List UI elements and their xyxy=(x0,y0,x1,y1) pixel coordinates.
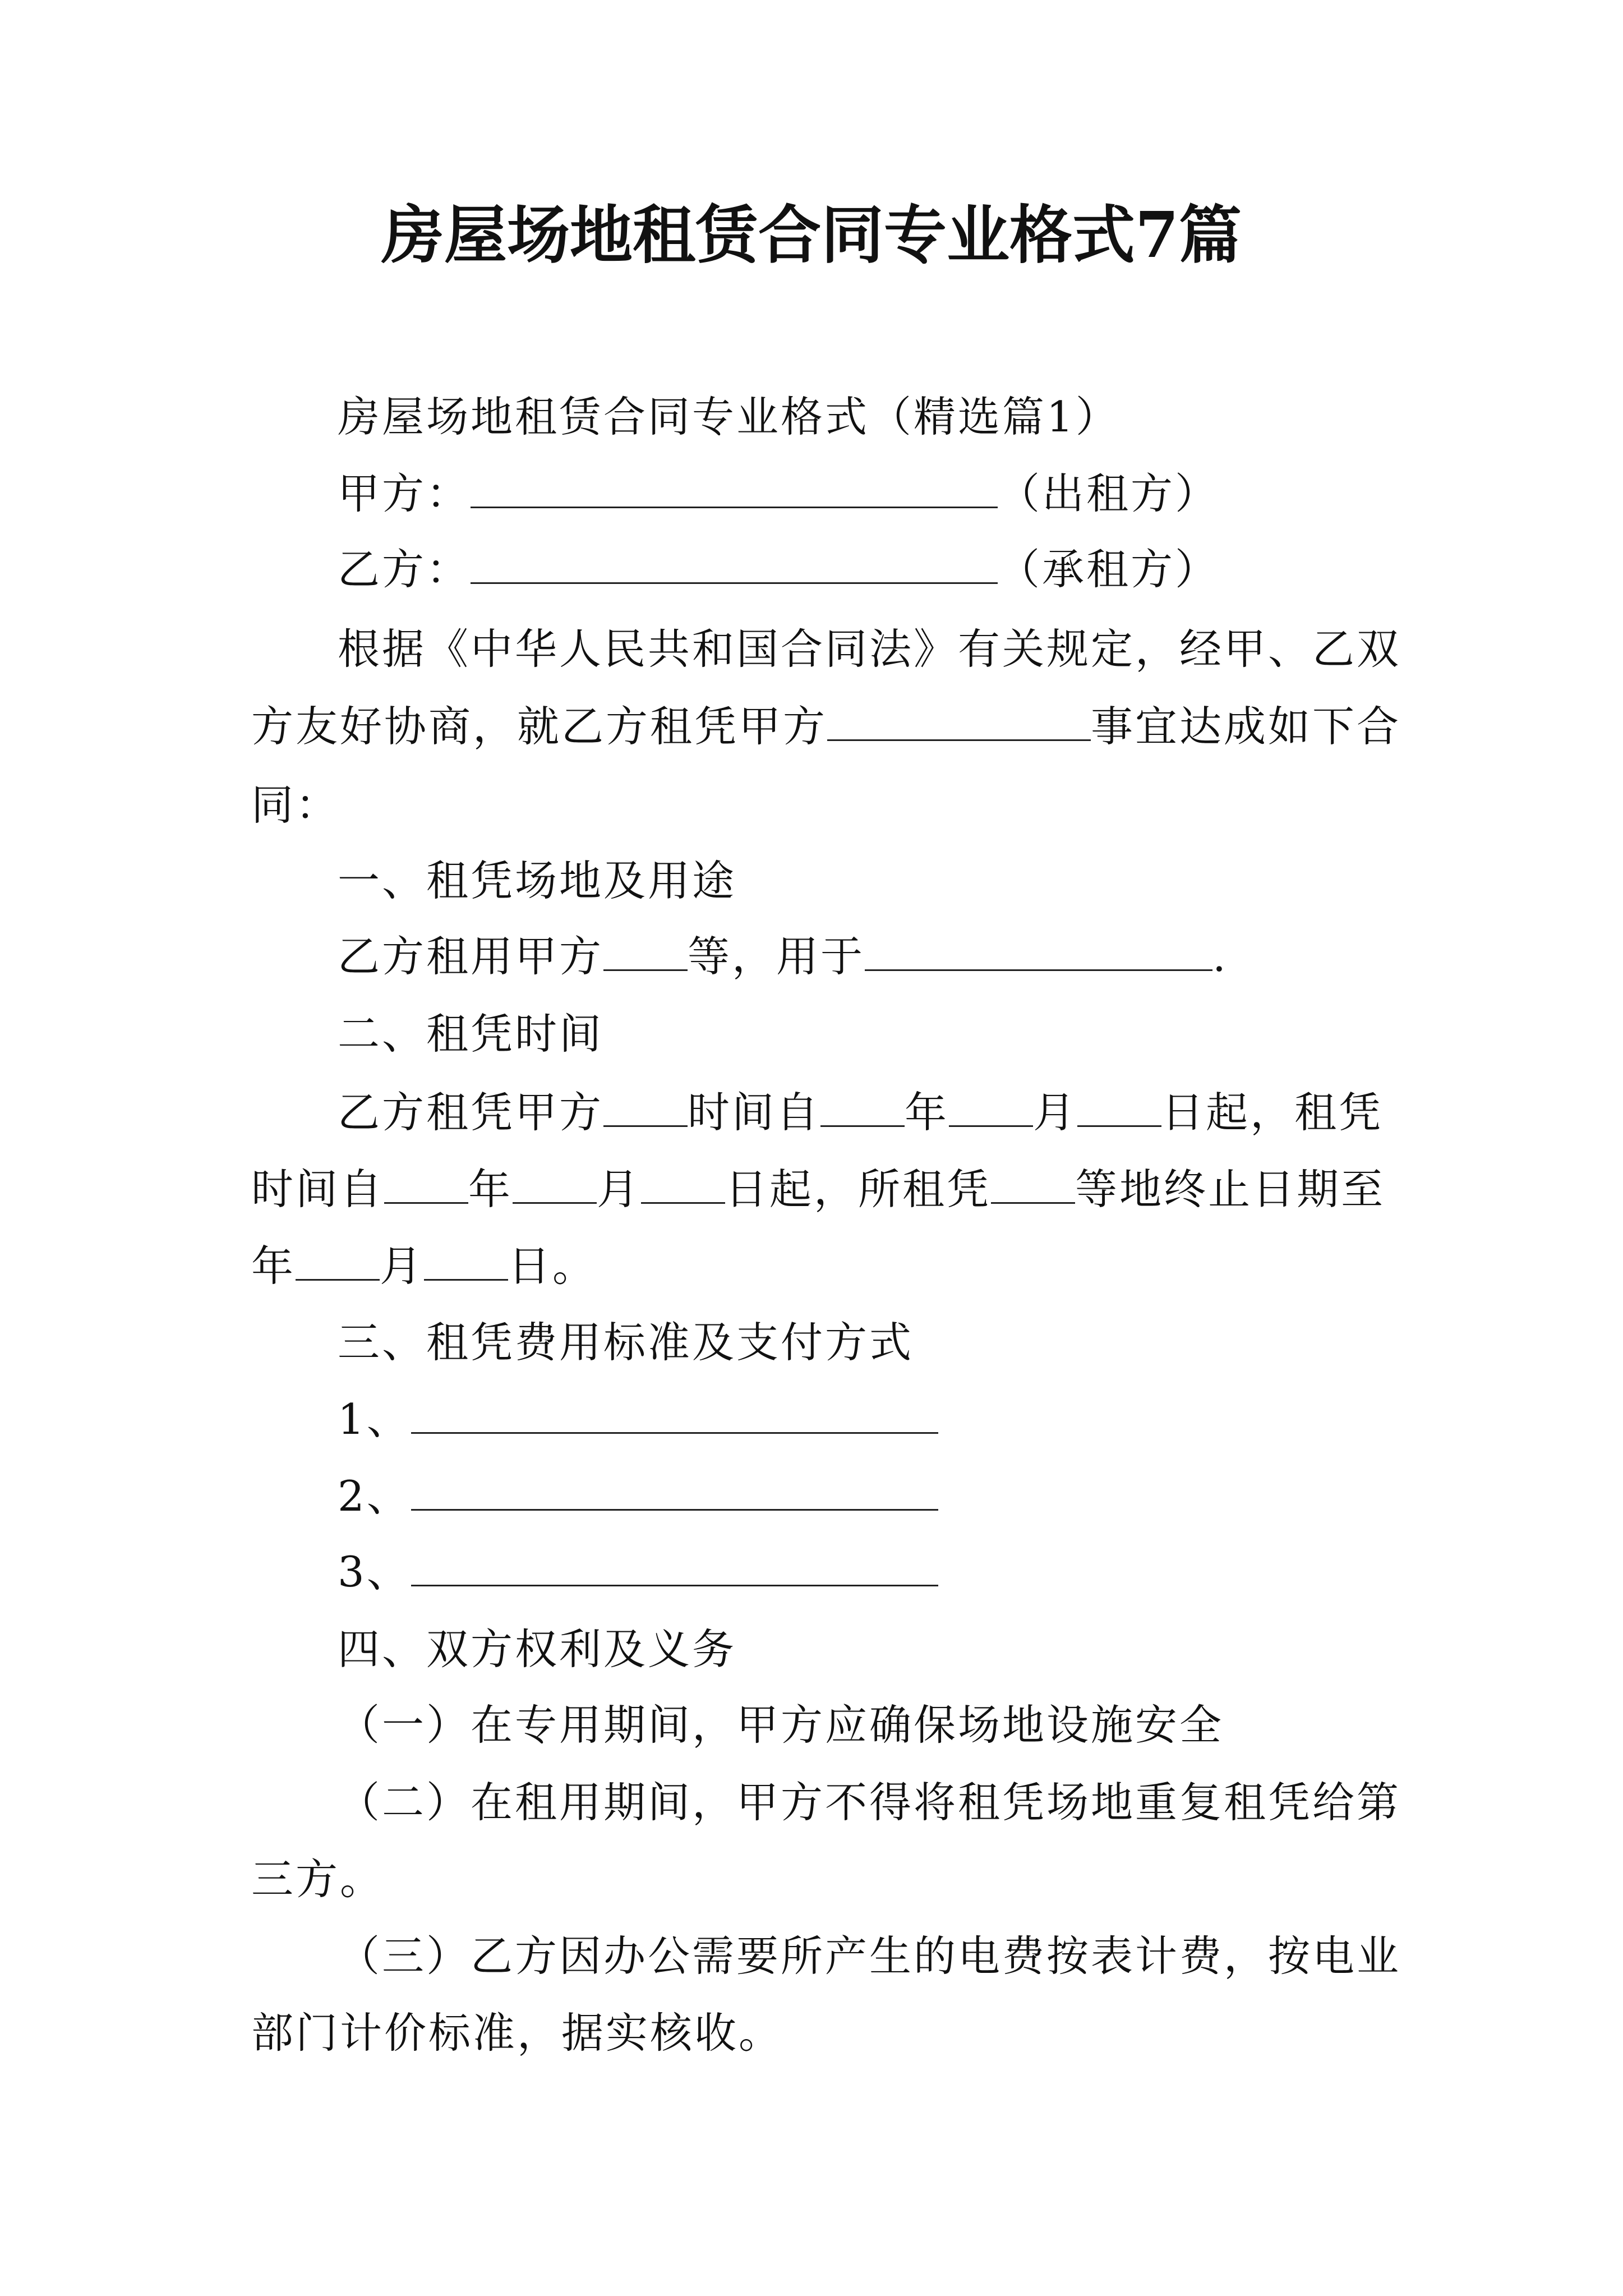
document-title: 房屋场地租赁合同专业格式7篇 xyxy=(381,199,1242,272)
s4-paragraph-3-line-2: 部门计价标准，据实核收。 xyxy=(251,2008,783,2058)
s2-blank[interactable] xyxy=(949,1086,1033,1127)
s1-text-b: 等，用于 xyxy=(688,932,865,981)
s3-item-blank[interactable] xyxy=(411,1545,938,1586)
s2-l1-text-b: 时间自 xyxy=(688,1088,821,1137)
s1-blank-1[interactable] xyxy=(603,930,688,971)
s2-blank[interactable] xyxy=(603,1086,688,1127)
s2-l1-text-c: 年 xyxy=(905,1088,949,1137)
s1-heading: 一、租凭场地及用途 xyxy=(338,856,737,905)
s2-blank[interactable] xyxy=(1077,1086,1161,1127)
s2-l2-text-d: 日起，所租凭 xyxy=(725,1165,992,1214)
party-b-role: （承租方） xyxy=(998,545,1220,594)
intro-text-b: 事宜达成如下合 xyxy=(1091,702,1401,751)
s2-blank[interactable] xyxy=(296,1240,380,1281)
s2-line-2 xyxy=(251,1161,1386,1217)
s1-text-c: . xyxy=(1212,932,1228,981)
s4-paragraph-2-line-1: （二）在租用期间，甲方不得将租凭场地重复租凭给第 xyxy=(338,1778,1401,1827)
s3-item-number: 1、 xyxy=(338,1395,411,1444)
intro-line-1: 根据《中华人民共和国合同法》有关规定，经甲、乙双 xyxy=(338,624,1401,674)
s2-l2-text-a: 时间自 xyxy=(251,1165,385,1214)
s1-line xyxy=(338,928,1378,984)
intro-text-a: 方友好协商，就乙方租凭甲方 xyxy=(251,702,828,751)
s2-line-3 xyxy=(251,1238,1378,1294)
s2-blank[interactable] xyxy=(424,1240,508,1281)
s2-l1-text-d: 月 xyxy=(1033,1088,1078,1137)
intro-blank[interactable] xyxy=(827,700,1091,741)
s3-item-blank[interactable] xyxy=(411,1470,938,1511)
s2-blank[interactable] xyxy=(820,1086,905,1127)
party-b-blank[interactable] xyxy=(471,543,998,584)
s2-blank[interactable] xyxy=(641,1163,725,1204)
party-b-line xyxy=(338,541,1378,597)
s2-l2-text-b: 年 xyxy=(468,1165,513,1214)
party-a-label: 甲方： xyxy=(338,469,471,518)
party-a-role: （出租方） xyxy=(998,469,1220,518)
s4-paragraph-2-line-2: 三方。 xyxy=(251,1855,385,1904)
s2-l2-text-c: 月 xyxy=(597,1165,642,1214)
s3-item xyxy=(338,1468,1378,1524)
s3-item-blank[interactable] xyxy=(411,1393,938,1434)
s2-l3-text-c: 日。 xyxy=(508,1241,597,1291)
s2-l1-text-e: 日起，租凭 xyxy=(1161,1088,1384,1137)
s3-item xyxy=(338,1391,1378,1447)
s3-item xyxy=(338,1544,1378,1600)
s2-l3-text-a: 年 xyxy=(251,1241,296,1291)
s2-heading: 二、租凭时间 xyxy=(338,1009,604,1059)
s3-item-number: 3、 xyxy=(338,1547,411,1596)
s2-l3-text-b: 月 xyxy=(380,1241,425,1291)
party-b-label: 乙方： xyxy=(338,545,471,594)
s1-text-a: 乙方租用甲方 xyxy=(338,932,604,981)
s2-line-1 xyxy=(338,1084,1384,1140)
s3-item-number: 2、 xyxy=(338,1471,411,1521)
s2-blank[interactable] xyxy=(991,1163,1075,1204)
intro-line-3: 同： xyxy=(251,780,340,830)
s2-l1-text-a: 乙方租凭甲方 xyxy=(338,1088,604,1137)
s2-l2-text-e: 等地终止日期至 xyxy=(1075,1165,1386,1214)
party-a-line xyxy=(338,466,1378,522)
s4-heading: 四、双方权利及义务 xyxy=(338,1625,737,1674)
section-heading: 房屋场地租赁合同专业格式（精选篇1） xyxy=(338,392,1120,441)
s2-blank[interactable] xyxy=(513,1163,597,1204)
party-a-blank[interactable] xyxy=(471,467,998,508)
s3-heading: 三、租凭费用标准及支付方式 xyxy=(338,1318,914,1367)
s1-blank-2[interactable] xyxy=(865,930,1212,971)
s2-blank[interactable] xyxy=(384,1163,468,1204)
s4-paragraph-1: （一）在专用期间，甲方应确保场地设施安全 xyxy=(338,1700,1224,1750)
s4-paragraph-3-line-1: （三）乙方因办公需要所产生的电费按表计费，按电业 xyxy=(338,1931,1401,1981)
intro-line-2 xyxy=(251,698,1401,754)
